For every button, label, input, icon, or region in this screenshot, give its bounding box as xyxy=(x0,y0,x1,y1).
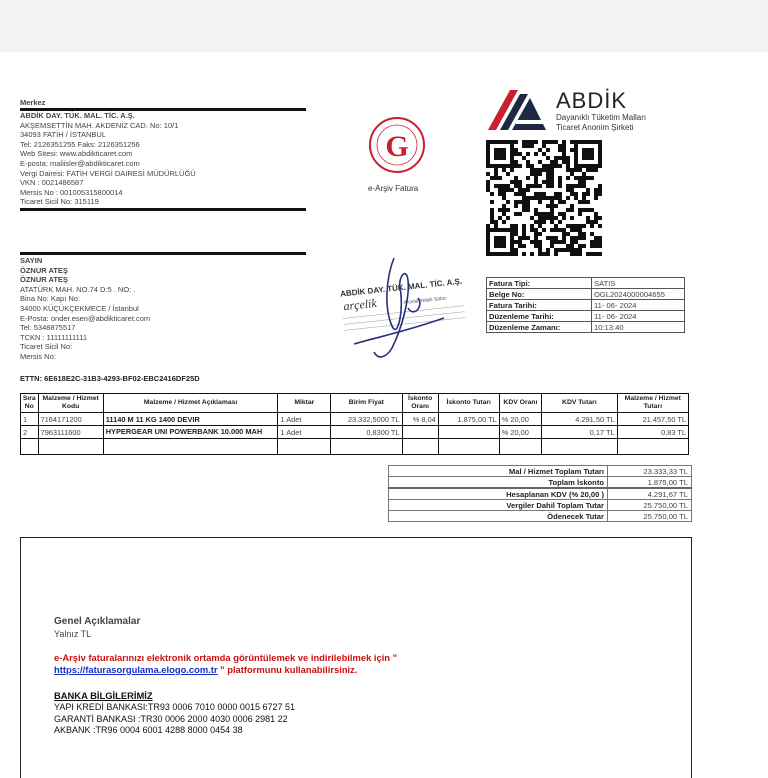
customer-line: Mersis No: xyxy=(20,351,56,361)
col-header: Malzeme / Hizmet Tutarı xyxy=(617,394,688,413)
col-header: Malzeme / Hizmet Kodu xyxy=(38,394,103,413)
totals-value: 4.291,67 TL xyxy=(608,488,692,500)
bank-list xyxy=(54,702,295,737)
customer-line: TCKN : 11111111111 xyxy=(20,332,87,342)
ettn xyxy=(20,374,200,384)
info-value: OGL2024000004655 xyxy=(592,289,685,300)
totals-row xyxy=(389,511,692,522)
gib-label: e-Arşiv Fatura xyxy=(368,184,419,193)
company-info xyxy=(20,111,196,207)
info-value: 11- 06- 2024 xyxy=(592,311,685,322)
stamp-line-2: arçelik xyxy=(342,295,378,314)
customer-line: Tel: 5348875517 xyxy=(20,323,76,333)
qr-code-icon xyxy=(486,140,602,256)
table-row xyxy=(21,439,689,455)
divider xyxy=(20,208,306,211)
top-bar xyxy=(0,0,768,52)
info-key: Düzenleme Zamanı: xyxy=(487,322,592,333)
info-row xyxy=(487,278,685,289)
col-header: KDV Oranı xyxy=(499,394,541,413)
logo-subtitle xyxy=(556,113,646,133)
company-line: AKŞEMSETTİN MAH. AKDENİZ CAD. No: 10/1 xyxy=(20,120,179,130)
totals-value: 23.333,33 TL xyxy=(608,466,692,477)
cell xyxy=(438,426,499,439)
cell: % 8,04 xyxy=(402,413,438,426)
company-stamp-signature xyxy=(334,248,474,368)
customer-line: Bina No: Kapı No: xyxy=(20,294,81,304)
totals-key: Toplam İskonto xyxy=(389,477,608,489)
company-line: Mersis No : 001005315800014 xyxy=(20,187,123,197)
customer-line: ATATÜRK MAH. NO.74 D:5 . NO: . xyxy=(20,284,136,294)
items-table xyxy=(20,393,689,455)
cell: 1 Adet xyxy=(278,426,331,439)
cell: 7963111600 xyxy=(38,426,103,439)
company-name: ABDİK DAY. TÜK. MAL. TİC. A.Ş. xyxy=(20,111,135,120)
customer-name: ÖZNUR ATEŞ xyxy=(20,275,68,285)
totals-key: Vergiler Dahil Toplam Tutar xyxy=(389,500,608,511)
info-value: 10:13:40 xyxy=(592,322,685,333)
cell: 2 xyxy=(21,426,39,439)
cell: 7164171200 xyxy=(38,413,103,426)
cell: 0,8300 TL xyxy=(331,426,402,439)
company-line: Tel: 2126351255 Faks: 2126351256 xyxy=(20,139,140,149)
cell xyxy=(21,439,39,455)
totals-row xyxy=(389,500,692,511)
cell: 21.457,50 TL xyxy=(617,413,688,426)
info-value: 11- 06- 2024 xyxy=(592,300,685,311)
cell: 1 xyxy=(21,413,39,426)
cell xyxy=(499,439,541,455)
customer-label: SAYIN xyxy=(20,256,43,265)
totals-row xyxy=(389,466,692,477)
col-header: Birim Fiyat xyxy=(331,394,402,413)
notes-title: Genel Açıklamalar xyxy=(54,616,141,627)
items-header-row xyxy=(21,394,689,413)
totals-value: 1.875,00 TL xyxy=(608,477,692,489)
table-row xyxy=(21,426,689,439)
totals-value: 25.750,00 TL xyxy=(608,500,692,511)
cell xyxy=(542,439,617,455)
info-key: Düzenleme Tarihi: xyxy=(487,311,592,322)
col-header: İskonto Oranı xyxy=(402,394,438,413)
divider xyxy=(20,252,306,255)
totals-table xyxy=(388,465,692,522)
company-line: VKN : 0021486587 xyxy=(20,178,84,188)
customer-name: ÖZNUR ATEŞ xyxy=(20,265,68,275)
totals-row xyxy=(389,488,692,500)
bank-line: YAPI KREDİ BANKASI:TR93 0006 7010 0000 0015 6727 51 xyxy=(54,702,295,712)
company-line: E-posta: maliisler@abdikticaret.com xyxy=(20,158,140,168)
totals-key: Hesaplanan KDV (% 20,00 ) xyxy=(389,488,608,500)
logo-sub-line: Ticaret Anonim Şirketi xyxy=(556,123,634,132)
notes-box xyxy=(20,537,692,778)
cell: 1.875,00 TL xyxy=(438,413,499,426)
customer-line: Ticaret Sicil No: xyxy=(20,342,73,352)
invoice-info-table xyxy=(486,277,685,333)
cell xyxy=(402,439,438,455)
info-row xyxy=(487,300,685,311)
cell: 0,83 TL xyxy=(617,426,688,439)
cell xyxy=(331,439,402,455)
customer-info xyxy=(20,256,150,362)
col-header: KDV Tutarı xyxy=(542,394,617,413)
bank-line: AKBANK :TR96 0004 6001 4288 8000 0454 38 xyxy=(54,725,243,735)
cell: % 20,00 xyxy=(499,413,541,426)
customer-line: 34000 KÜÇÜKÇEKMECE / İstanbul xyxy=(20,303,139,313)
info-key: Belge No: xyxy=(487,289,592,300)
cell: 0,17 TL xyxy=(542,426,617,439)
cell: HYPERGEAR UNI POWERBANK 10.000 MAH xyxy=(103,426,278,439)
logo-sub-line: Dayanıklı Tüketim Malları xyxy=(556,113,647,122)
cell xyxy=(278,439,331,455)
cell: 1 Adet xyxy=(278,413,331,426)
gib-seal-icon xyxy=(368,116,426,174)
notes-amount-text: Yalnız TL xyxy=(54,629,92,639)
totals-key: Mal / Hizmet Toplam Tutarı xyxy=(389,466,608,477)
table-row xyxy=(21,413,689,426)
stamp-line-3: Arçelik Yetkili Satıcı xyxy=(403,295,447,307)
cell: % 20,00 xyxy=(499,426,541,439)
cell: 11140 M 11 KG 1400 DEVIR xyxy=(103,413,278,426)
info-key: Fatura Tipi: xyxy=(487,278,592,289)
cell xyxy=(617,439,688,455)
info-key: Fatura Tarihi: xyxy=(487,300,592,311)
cell: 23.332,5000 TL xyxy=(331,413,402,426)
cell xyxy=(402,426,438,439)
company-line: Ticaret Sicil No: 315119 xyxy=(20,197,99,207)
cell: 4.291,50 TL xyxy=(542,413,617,426)
col-header: Miktar xyxy=(278,394,331,413)
col-header: İskonto Tutarı xyxy=(438,394,499,413)
bank-line: GARANTİ BANKASI :TR30 0006 2000 4030 0006 2981 22 xyxy=(54,713,288,724)
totals-value: 25.750,00 TL xyxy=(608,511,692,522)
company-line: 34093 FATİH / İSTANBUL xyxy=(20,130,107,140)
gib-letter: G xyxy=(385,130,409,163)
earsiv-line-2: " platformunu kullanabilirsiniz. xyxy=(220,664,358,675)
info-value: SATIS xyxy=(592,278,685,289)
logo-name: ABDİK xyxy=(556,88,628,113)
stamp-line-1: ABDİK DAY. TÜK. MAL. TİC. A.Ş. xyxy=(339,276,463,299)
abdik-logo-icon xyxy=(486,86,548,132)
col-header: Malzeme / Hizmet Açıklaması xyxy=(103,394,278,413)
info-row xyxy=(487,311,685,322)
bank-title: BANKA BİLGİLERİMİZ xyxy=(54,690,153,701)
cell xyxy=(103,439,278,455)
company-line: Vergi Dairesi: FATİH VERGİ DAIRESİ MÜDÜRLÜĞÜ xyxy=(20,168,196,178)
customer-line: E-Posta: onder.esen@abdikticaret.com xyxy=(20,313,151,323)
totals-key: Ödenecek Tutar xyxy=(389,511,608,522)
earsiv-link[interactable]: https://faturasorgulama.elogo.com.tr xyxy=(54,664,218,675)
totals-row xyxy=(389,477,692,489)
company-line: Web Sitesi: www.abdikticaret.com xyxy=(20,149,133,159)
col-header: Sıra No xyxy=(21,394,39,413)
company-header-label: Merkez xyxy=(20,98,46,107)
cell xyxy=(38,439,103,455)
earsiv-notice xyxy=(54,652,654,676)
cell xyxy=(438,439,499,455)
earsiv-line-1: e-Arşiv faturalarınızı elektronik ortamda görüntülemek ve indirilebilmek için " xyxy=(54,652,398,663)
ettn-text: ETTN: 6E618E2C-31B3-4293-BF02-EBC2416DF25D xyxy=(20,374,200,383)
info-row xyxy=(487,322,685,333)
info-row xyxy=(487,289,685,300)
